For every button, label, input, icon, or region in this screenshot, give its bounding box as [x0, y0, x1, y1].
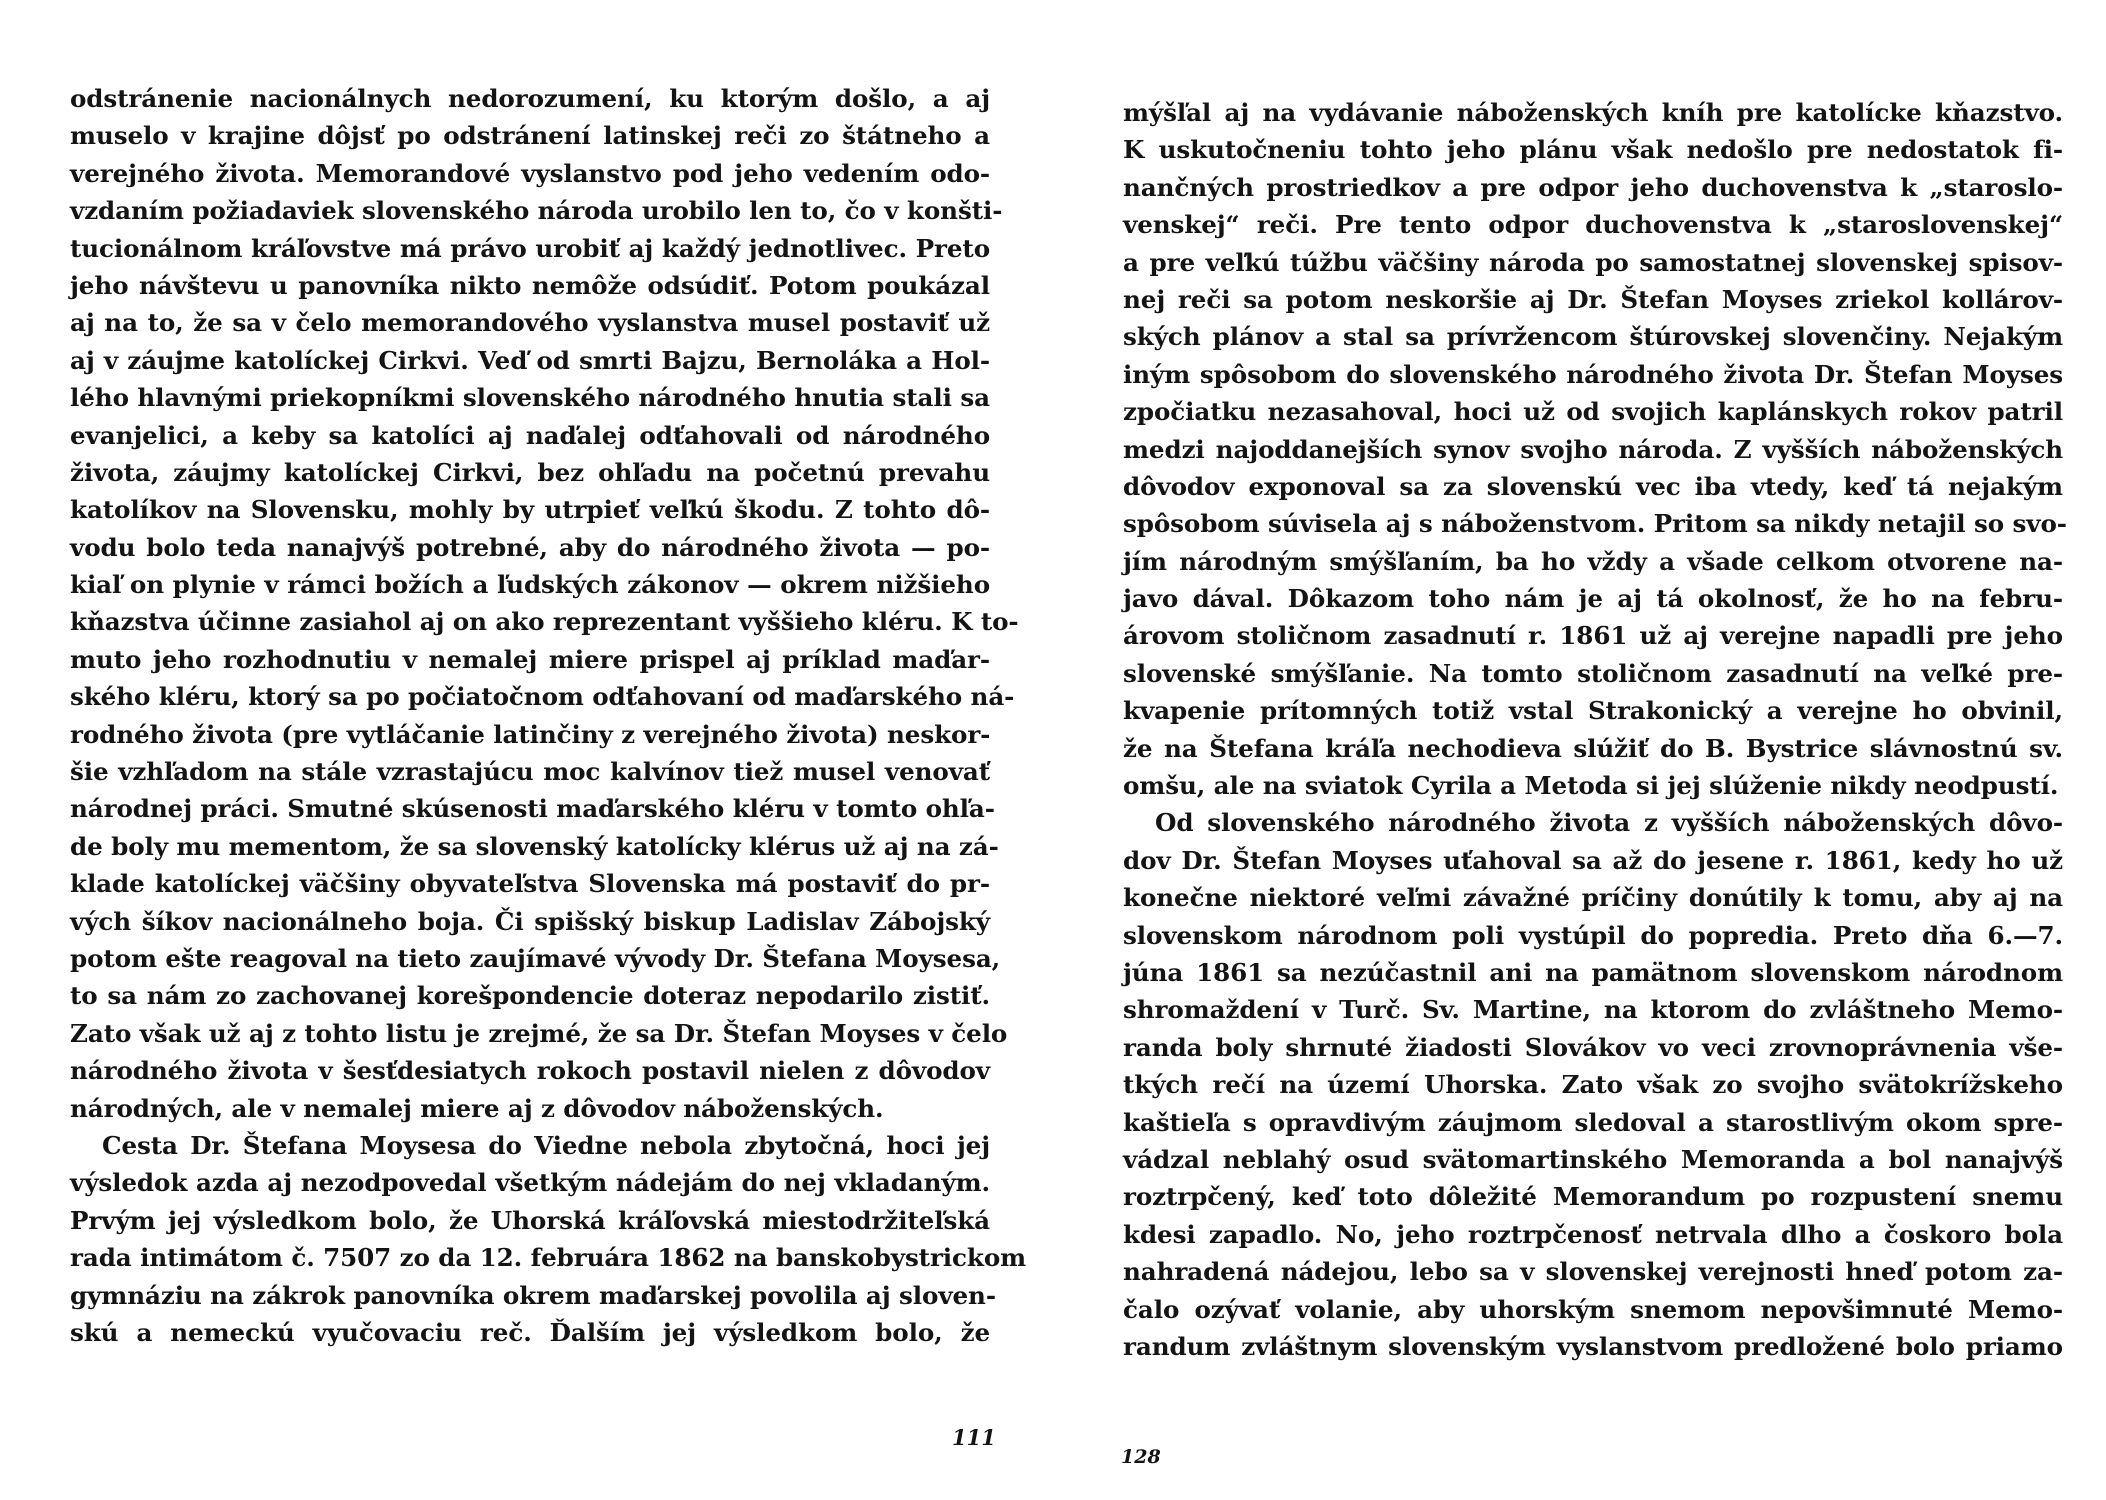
- text-line: katolíkov na Slovensku, mohly by utrpieť veľkú škodu. Z tohto dô-: [70, 495, 990, 525]
- text-line: ských plánov a stal sa prívržencom štúrovskej slovenčiny. Nejakým: [1123, 322, 2063, 352]
- text-line: nančných prostriedkov a pre odpor jeho duchovenstva k „staroslo-: [1123, 172, 2063, 202]
- text-line: vých šíkov nacionálneho boja. Či spišský biskup Ladislav Zábojský: [70, 906, 990, 936]
- paragraph-end-line: národných, ale v nemalej miere aj z dôvodov náboženských.: [70, 1093, 884, 1123]
- text-line: dov Dr. Štefan Moyses uťahoval sa až do jesene r. 1861, kedy ho už: [1123, 845, 2063, 875]
- text-line: že na Štefana kráľa nechodieva slúžiť do B. Bystrice slávnostnú sv.: [1123, 733, 2063, 763]
- page-number: 111: [952, 1425, 996, 1450]
- text-line: národného života v šesťdesiatych rokoch postavil nielen z dôvodov: [70, 1056, 990, 1086]
- paragraph-end-line: omšu, ale na sviatok Cyrila a Metoda si jej slúženie nikdy neodpustí.: [1123, 771, 2059, 801]
- text-line: muselo v krajine dôjsť po odstránení latinskej reči zo štátneho a: [70, 121, 990, 151]
- text-line: tucionálnom kráľovstve má právo urobiť aj každý jednotlivec. Preto: [70, 233, 990, 263]
- right-page: [1053, 0, 2106, 1500]
- text-line: národnej práci. Smutné skúsenosti maďarského kléru v tomto ohľa-: [70, 794, 995, 824]
- left-page-text: [70, 80, 1027, 1351]
- text-line: skú a nemeckú vyučovaciu reč. Ďalším jej výsledkom bolo, že: [70, 1317, 990, 1347]
- text-line: árovom stoličnom zasadnutí r. 1861 už aj verejne napadli pre jeho: [1123, 621, 2063, 651]
- text-line: randum zvláštnym slovenským vyslanstvom predložené bolo priamo: [1123, 1331, 2063, 1361]
- text-line: javo dával. Dôkazom toho nám je aj tá okolnosť, že ho na febru-: [1123, 584, 2063, 614]
- text-line: tkých rečí na území Uhorska. Zato však zo svojho svätokrížskeho: [1123, 1070, 2063, 1100]
- text-line: slovenské smýšľanie. Na tomto stoličnom zasadnutí na veľké pre-: [1123, 658, 2063, 688]
- text-line: kiaľ on plynie v rámci božích a ľudských zákonov — okrem nižšieho: [70, 570, 990, 600]
- text-line: shromaždení v Turč. Sv. Martine, na ktorom do zvláštneho Memo-: [1123, 995, 2063, 1025]
- text-line: verejného života. Memorandové vyslanstvo pod jeho vedením odo-: [70, 158, 990, 188]
- text-line: nahradená nádejou, lebo sa v slovenskej verejnosti hneď potom za-: [1123, 1257, 2063, 1287]
- right-page-text: [1123, 94, 2067, 1365]
- text-line: mýšľal aj na vydávanie náboženských kníh pre katolícke kňazstvo.: [1123, 98, 2063, 127]
- text-line: slovenskom národnom poli vystúpil do popredia. Preto dňa 6.—7.: [1123, 920, 2063, 950]
- text-line: lého hlavnými priekopníkmi slovenského národného hnutia stali sa: [70, 383, 990, 413]
- text-line: výsledok azda aj nezodpovedal všetkým nádejám do nej vkladaným.: [70, 1168, 990, 1198]
- text-line: rodného života (pre vytláčanie latinčiny z verejného života) neskor-: [70, 719, 991, 749]
- text-line: jím národným smýšľaním, ba ho vždy a všade celkom otvorene na-: [1123, 546, 2063, 576]
- text-line: vádzal neblahý osud svätomartinského Memoranda a bol nanajvýš: [1123, 1144, 2063, 1174]
- text-line: konečne niektoré veľmi závažné príčiny donútily k tomu, aby aj na: [1123, 883, 2063, 913]
- text-line: de boly mu mementom, že sa slovenský katolícky klérus už aj na zá-: [70, 831, 999, 861]
- text-line: kdesi zapadlo. No, jeho roztrpčenosť netrvala dlho a čoskoro bola: [1123, 1219, 2063, 1249]
- text-line: rada intimátom č. 7507 zo da 12. februára 1862 na banskobystrickom: [70, 1243, 1027, 1273]
- text-line: medzi najoddanejších synov svojho národa. Z vyšších náboženských: [1123, 434, 2063, 464]
- text-line: spôsobom súvisela aj s náboženstvom. Pritom sa nikdy netajil so svo-: [1123, 509, 2067, 539]
- text-line: nej reči sa potom neskoršie aj Dr. Štefan Moyses zriekol kollárov-: [1123, 284, 2063, 314]
- paragraph-start-line: Cesta Dr. Štefana Moysesa do Viedne nebola zbytočná, hoci jej: [102, 1130, 990, 1160]
- text-line: K uskutočneniu tohto jeho plánu však nedošlo pre nedostatok fi-: [1123, 135, 2063, 165]
- text-line: júna 1861 sa nezúčastnil ani na pamätnom slovenskom národnom: [1123, 957, 2063, 987]
- text-line: kvapenie prítomných totiž vstal Strakonický a verejne ho obvinil,: [1123, 696, 2063, 726]
- text-line: dôvodov exponoval sa za slovenskú vec iba vtedy, keď tá nejakým: [1123, 471, 2063, 501]
- text-line: kaštieľa s opravdivým záujmom sledoval a starostlivým okom spre-: [1123, 1107, 2063, 1137]
- text-line: a pre veľkú túžbu väčšiny národa po samostatnej slovenskej spisov-: [1123, 247, 2063, 277]
- text-line: muto jeho rozhodnutiu v nemalej miere prispel aj príklad maďar-: [70, 644, 990, 674]
- text-line: iným spôsobom do slovenského národného života Dr. Štefan Moyses: [1123, 359, 2063, 389]
- paragraph-start-line: Od slovenského národného života z vyšších náboženských dôvo-: [1155, 808, 2063, 838]
- text-line: potom ešte reagoval na tieto zaujímavé vývody Dr. Štefana Moysesa,: [70, 943, 1001, 973]
- text-line: to sa nám zo zachovanej korešpondencie doteraz nepodarilo zistiť.: [70, 981, 990, 1011]
- text-line: aj v záujme katolíckej Cirkvi. Veď od smrti Bajzu, Bernoláka a Hol-: [70, 345, 990, 375]
- text-line: aj na to, že sa v čelo memorandového vyslanstva musel postaviť už: [70, 308, 990, 338]
- text-line: vzdaním požiadaviek slovenského národa urobilo len to, čo v konšti-: [70, 196, 1003, 226]
- text-line: venskej“ reči. Pre tento odpor duchovenstva k „staroslovenskej“: [1123, 210, 2063, 240]
- text-line: čalo ozývať volanie, aby uhorským snemom nepovšimnuté Memo-: [1123, 1294, 2063, 1324]
- text-line: roztrpčený, keď toto dôležité Memorandum po rozpustení snemu: [1123, 1182, 2063, 1212]
- text-line: života, záujmy katolíckej Cirkvi, bez ohľadu na početnú prevahu: [70, 457, 990, 487]
- text-line: odstránenie nacionálnych nedorozumení, ku ktorým došlo, a aj: [70, 84, 990, 113]
- text-line: evanjelici, a keby sa katolíci aj naďalej odťahovali od národného: [70, 420, 990, 450]
- text-line: randa boly shrnuté žiadosti Slovákov vo veci zrovnoprávnenia vše-: [1123, 1032, 2063, 1062]
- text-line: vodu bolo teda nanajvýš potrebné, aby do národného života — po-: [70, 532, 990, 562]
- text-line: gymnáziu na zákrok panovníka okrem maďarskej povolila aj sloven-: [70, 1280, 996, 1310]
- text-line: Prvým jej výsledkom bolo, že Uhorská kráľovská miestodržiteľská: [70, 1205, 990, 1235]
- text-line: ského kléru, ktorý sa po počiatočnom odťahovaní od maďarského ná-: [70, 682, 1015, 712]
- page-number: 128: [1121, 1446, 1161, 1468]
- text-line: klade katolíckej väčšiny obyvateľstva Slovenska má postaviť do pr-: [70, 869, 990, 899]
- text-line: šie vzhľadom na stále vzrastajúcu moc kalvínov tiež musel venovať: [70, 757, 990, 787]
- text-line: zpočiatku nezasahoval, hoci už od svojich kaplánskych rokov patril: [1123, 397, 2063, 427]
- text-line: jeho návštevu u panovníka nikto nemôže odsúdiť. Potom poukázal: [70, 270, 990, 300]
- text-line: kňazstva účinne zasiahol aj on ako reprezentant vyššieho kléru. K to-: [70, 607, 1019, 637]
- text-line: Zato však už aj z tohto listu je zrejmé, že sa Dr. Štefan Moyses v čelo: [70, 1018, 1008, 1048]
